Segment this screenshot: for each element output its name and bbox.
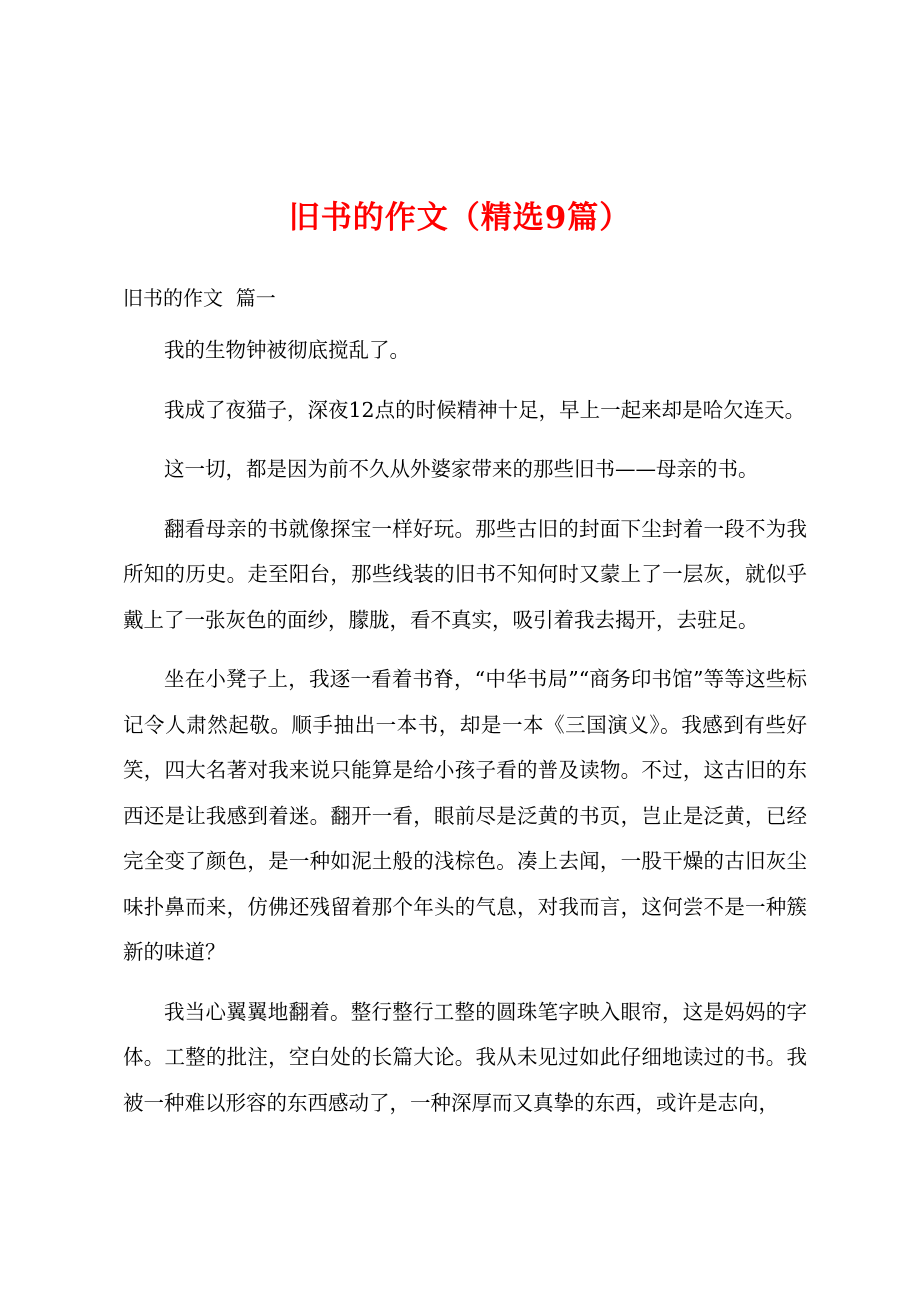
section-heading: 旧书的作文 篇一 <box>123 286 276 310</box>
paragraph: 我当心翼翼地翻着。整行整行工整的圆珠笔字映入眼帘，这是妈妈的字体。工整的批注，空白处的长篇大论。我从未见过如此仔细地读过的书。我被一种难以形容的东西感动了，一种深厚而又真挚的东西，或许是志向， <box>123 999 807 1115</box>
paragraph: 坐在小凳子上，我逐一看着书脊，“中华书局”“商务印书馆”等等这些标记令人肃然起敬。顺手抽出一本书，却是一本《三国演义》。我感到有些好笑，四大名著对我来说只能算是给小孩子看的普及读物。不过，这古旧的东西还是让我感到着迷。翻开一看，眼前尽是泛黄的书页，岂止是泛黄，已经完全变了颜色，是一种如泥土般的浅棕色。凑上去闻，一股干燥的古旧灰尘味扑鼻而来，仿佛还残留着那个年头的气息，对我而言，这何尝不是一种簇新的味道？ <box>123 667 807 964</box>
paragraph: 我的生物钟被彻底搅乱了。 <box>164 338 410 362</box>
paragraph: 这一切，都是因为前不久从外婆家带来的那些旧书——母亲的书。 <box>164 457 759 481</box>
paragraph: 我成了夜猫子，深夜12点的时候精神十足，早上一起来却是哈欠连天。 <box>164 397 806 422</box>
paragraph: 翻看母亲的书就像探宝一样好玩。那些古旧的封面下尘封着一段不为我所知的历史。走至阳台，那些线装的旧书不知何时又蒙上了一层灰，就似乎戴上了一张灰色的面纱，朦胧，看不真实，吸引着我去揭开，去驻足。 <box>123 516 807 632</box>
document-title: 旧书的作文（精选9篇） <box>288 200 632 236</box>
document-body <box>123 328 807 1140</box>
